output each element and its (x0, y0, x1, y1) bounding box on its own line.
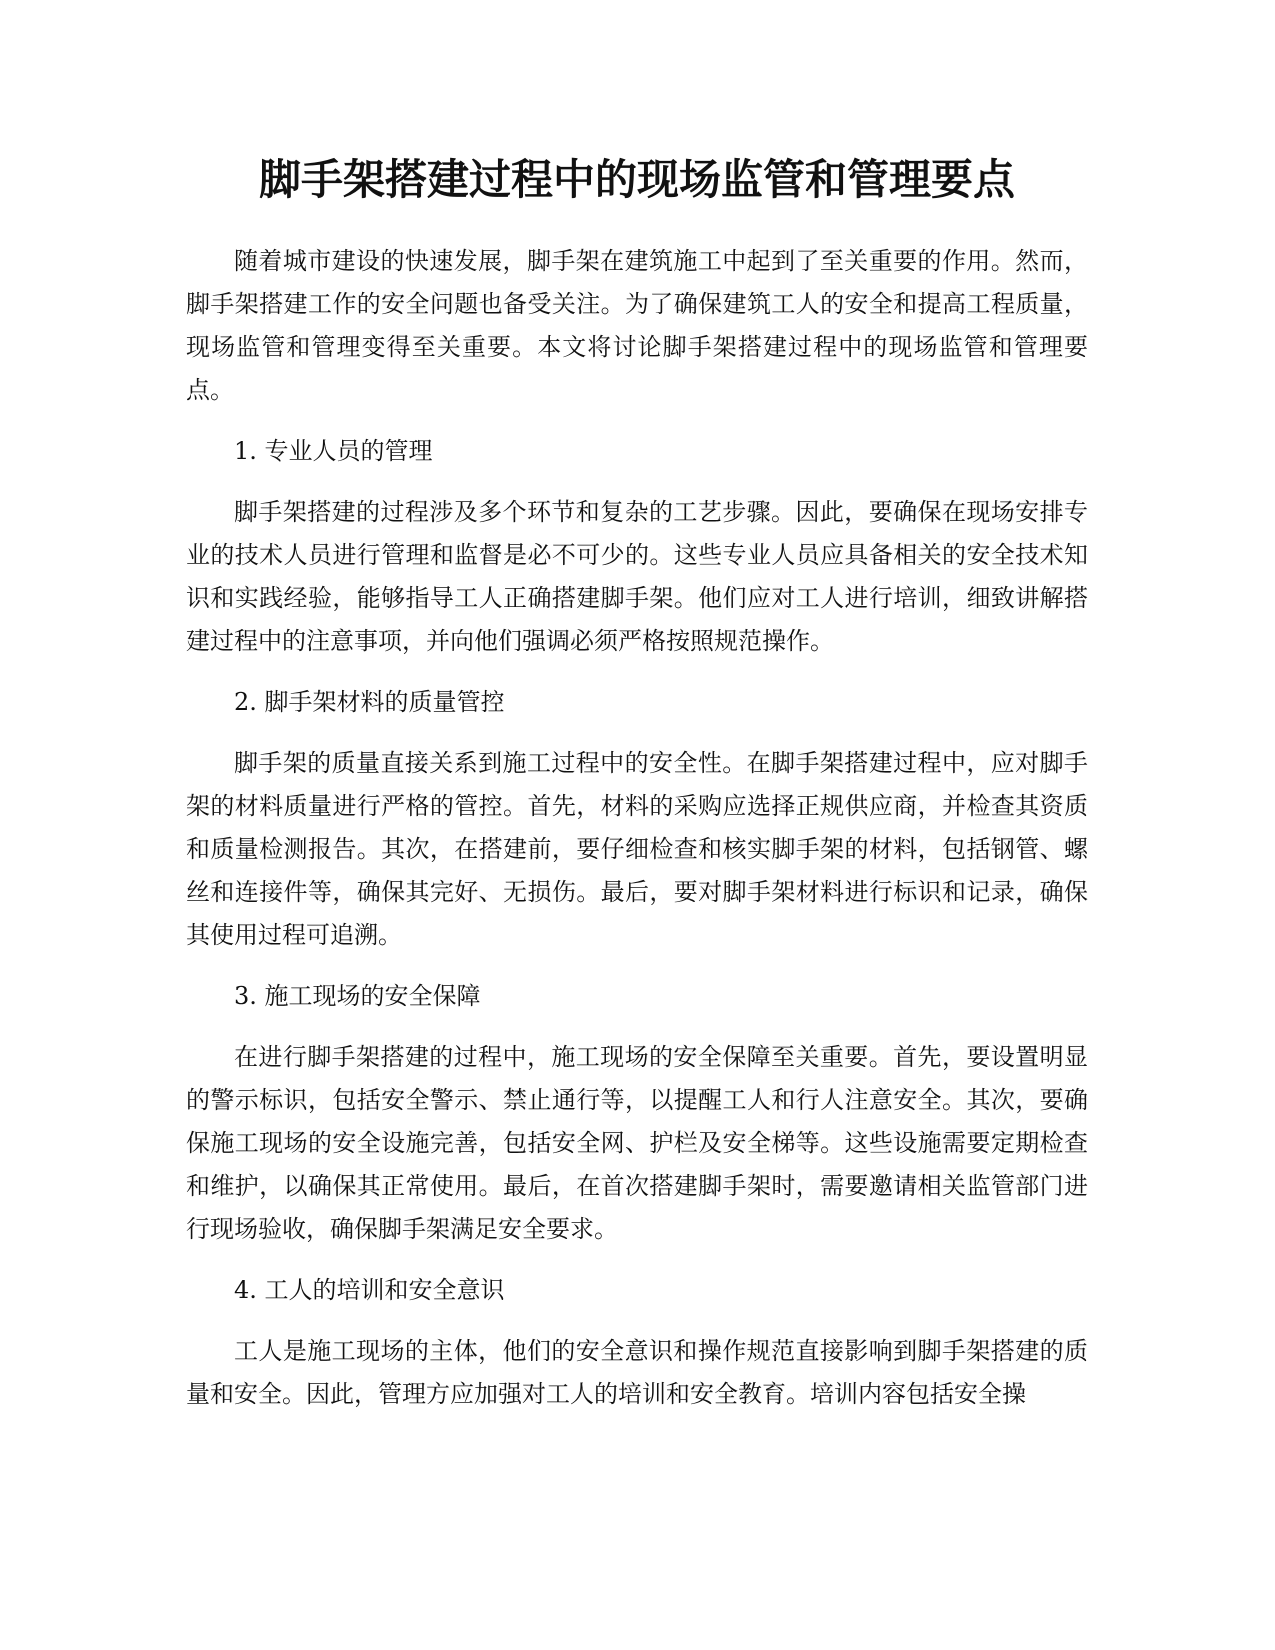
section-heading-2: 2. 脚手架材料的质量管控 (234, 688, 505, 716)
document-body (186, 240, 1088, 1434)
intro-paragraph: 随着城市建设的快速发展，脚手架在建筑施工中起到了至关重要的作用。然而，脚手架搭建工作的安全问题也备受关注。为了确保建筑工人的安全和提高工程质量，现场监管和管理变得至关重要。本文将讨论脚手架搭建过程中的现场监管和管理要点。 (186, 247, 1088, 404)
section-paragraph-2: 脚手架的质量直接关系到施工过程中的安全性。在脚手架搭建过程中，应对脚手架的材料质量进行严格的管控。首先，材料的采购应选择正规供应商，并检查其资质和质量检测报告。其次，在搭建前，要仔细检查和核实脚手架的材料，包括钢管、螺丝和连接件等，确保其完好、无损伤。最后，要对脚手架材料进行标识和记录，确保其使用过程可追溯。 (186, 749, 1088, 949)
section-heading-4: 4. 工人的培训和安全意识 (234, 1276, 505, 1304)
section-paragraph-4: 工人是施工现场的主体，他们的安全意识和操作规范直接影响到脚手架搭建的质量和安全。因此，管理方应加强对工人的培训和安全教育。培训内容包括安全操 (186, 1337, 1088, 1408)
section-heading-1: 1. 专业人员的管理 (234, 437, 433, 465)
document-title: 脚手架搭建过程中的现场监管和管理要点 (258, 155, 1015, 204)
section-heading-3: 3. 施工现场的安全保障 (234, 982, 481, 1010)
section-paragraph-3: 在进行脚手架搭建的过程中，施工现场的安全保障至关重要。首先，要设置明显的警示标识，包括安全警示、禁止通行等，以提醒工人和行人注意安全。其次，要确保施工现场的安全设施完善，包括安全网、护栏及安全梯等。这些设施需要定期检查和维护，以确保其正常使用。最后，在首次搭建脚手架时，需要邀请相关监管部门进行现场验收，确保脚手架满足安全要求。 (186, 1043, 1088, 1243)
section-paragraph-1: 脚手架搭建的过程涉及多个环节和复杂的工艺步骤。因此，要确保在现场安排专业的技术人员进行管理和监督是必不可少的。这些专业人员应具备相关的安全技术知识和实践经验，能够指导工人正确搭建脚手架。他们应对工人进行培训，细致讲解搭建过程中的注意事项，并向他们强调必须严格按照规范操作。 (186, 498, 1088, 655)
